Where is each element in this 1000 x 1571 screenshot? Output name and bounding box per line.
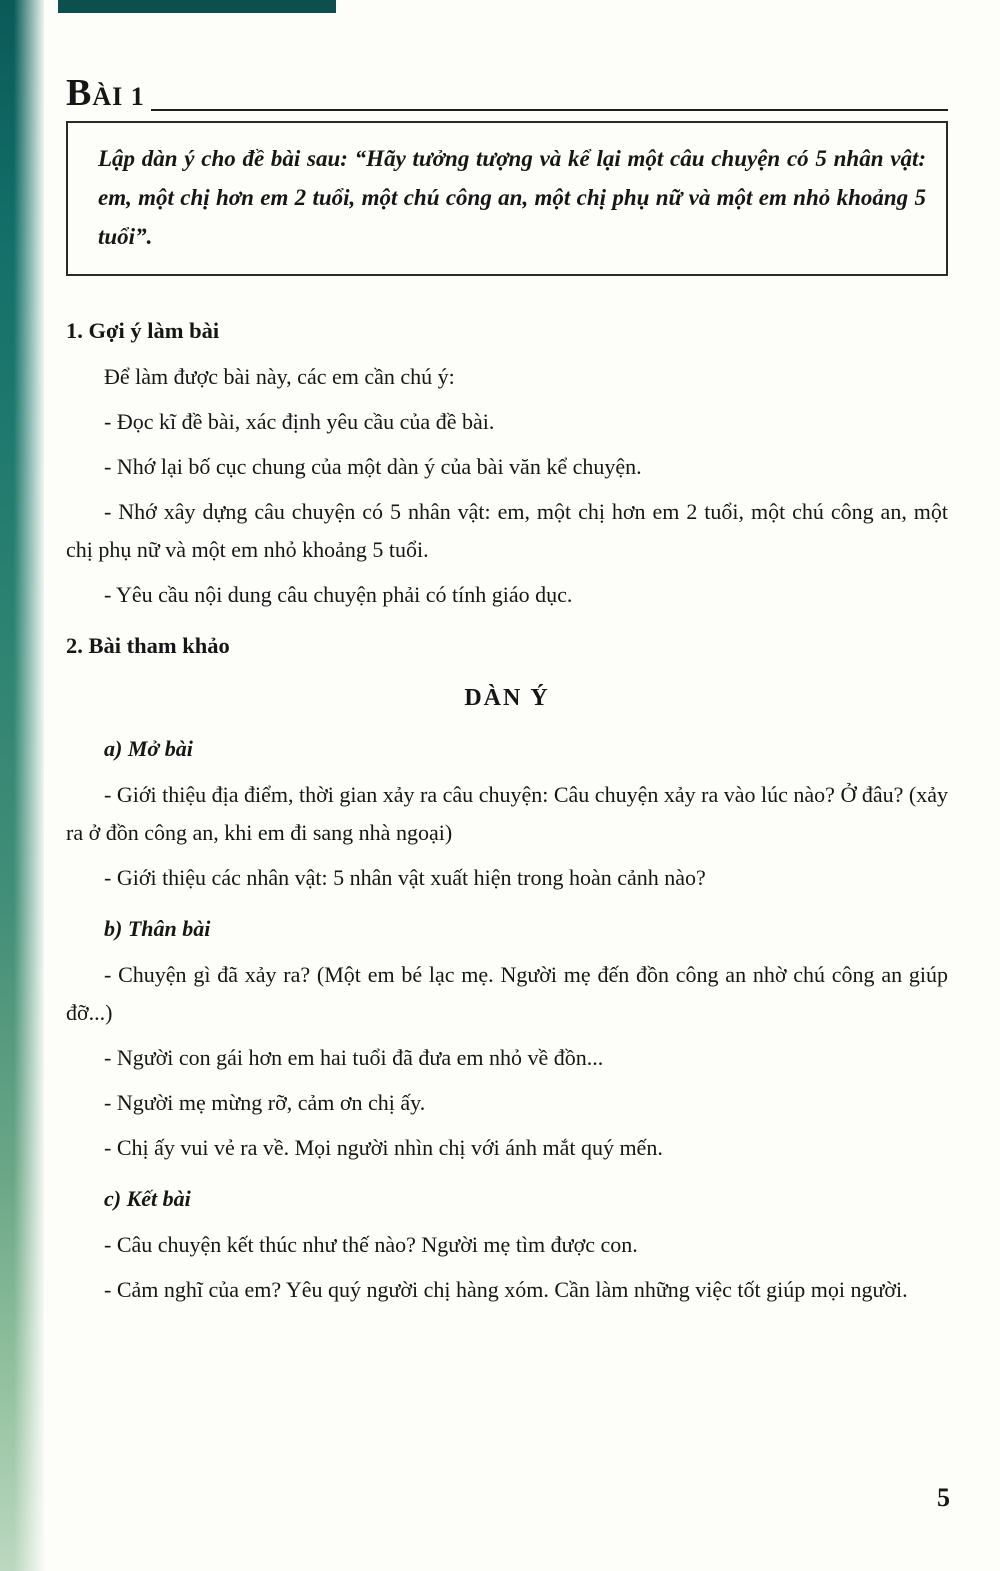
page-number: 5 xyxy=(937,1483,950,1512)
page-spine-fade xyxy=(0,0,46,1571)
section-heading-guide: 1. Gợi ý làm bài xyxy=(66,317,220,343)
outline-item: - Câu chuyện kết thúc như thế nào? Người mẹ tìm được con. xyxy=(104,1231,638,1257)
body-text xyxy=(66,312,948,1309)
guide-item: - Yêu cầu nội dung câu chuyện phải có tính giáo dục. xyxy=(104,581,573,607)
outline-title: DÀN Ý xyxy=(464,684,550,711)
outline-item: - Giới thiệu địa điểm, thời gian xảy ra câu chuyện: Câu chuyện xảy ra vào lúc nào? Ở đâu? (xảy ra ở đồn công an, khi em đi sang nhà ngoại) xyxy=(66,781,948,845)
guide-item: - Đọc kĩ đề bài, xác định yêu cầu của đề bài. xyxy=(104,408,495,434)
section-heading-reference: 2. Bài tham khảo xyxy=(66,632,230,658)
outline-item: - Chị ấy vui vẻ ra về. Mọi người nhìn chị với ánh mắt quý mến. xyxy=(104,1134,663,1160)
assignment-prompt-text: Lập dàn ý cho đề bài sau: “Hãy tưởng tượng và kể lại một câu chuyện có 5 nhân vật: em, một chị hơn em 2 tuổi, một chú công an, một chị phụ nữ và một em nhỏ khoảng 5 tuổi”. xyxy=(98,145,926,249)
guide-item: - Nhớ xây dựng câu chuyện có 5 nhân vật: em, một chị hơn em 2 tuổi, một chú công an, một chị phụ nữ và một em nhỏ khoảng 5 tuổi. xyxy=(66,498,948,562)
outline-item: - Người mẹ mừng rỡ, cảm ơn chị ấy. xyxy=(104,1089,426,1115)
outline-part-heading-body: b) Thân bài xyxy=(104,915,211,941)
lesson-header xyxy=(66,72,948,116)
outline-part-heading-open: a) Mở bài xyxy=(104,735,193,761)
lesson-title: BÀI 1 xyxy=(66,72,145,114)
guide-item: - Nhớ lại bố cục chung của một dàn ý của bài văn kể chuyện. xyxy=(104,453,642,479)
guide-intro: Để làm được bài này, các em cần chú ý: xyxy=(104,363,455,389)
outline-item: - Chuyện gì đã xảy ra? (Một em bé lạc mẹ. Người mẹ đến đồn công an nhờ chú công an giúp đỡ...) xyxy=(66,961,948,1025)
assignment-prompt-box xyxy=(66,121,948,276)
outline-part-heading-close: c) Kết bài xyxy=(104,1185,191,1211)
top-edge-bar xyxy=(58,0,336,13)
outline-item: - Giới thiệu các nhân vật: 5 nhân vật xuất hiện trong hoàn cảnh nào? xyxy=(104,864,706,890)
outline-item: - Người con gái hơn em hai tuổi đã đưa em nhỏ về đồn... xyxy=(104,1044,604,1070)
outline-item: - Cảm nghĩ của em? Yêu quý người chị hàng xóm. Cần làm những việc tốt giúp mọi người. xyxy=(104,1276,908,1302)
lesson-underline xyxy=(151,109,948,111)
page-content xyxy=(66,72,948,1316)
